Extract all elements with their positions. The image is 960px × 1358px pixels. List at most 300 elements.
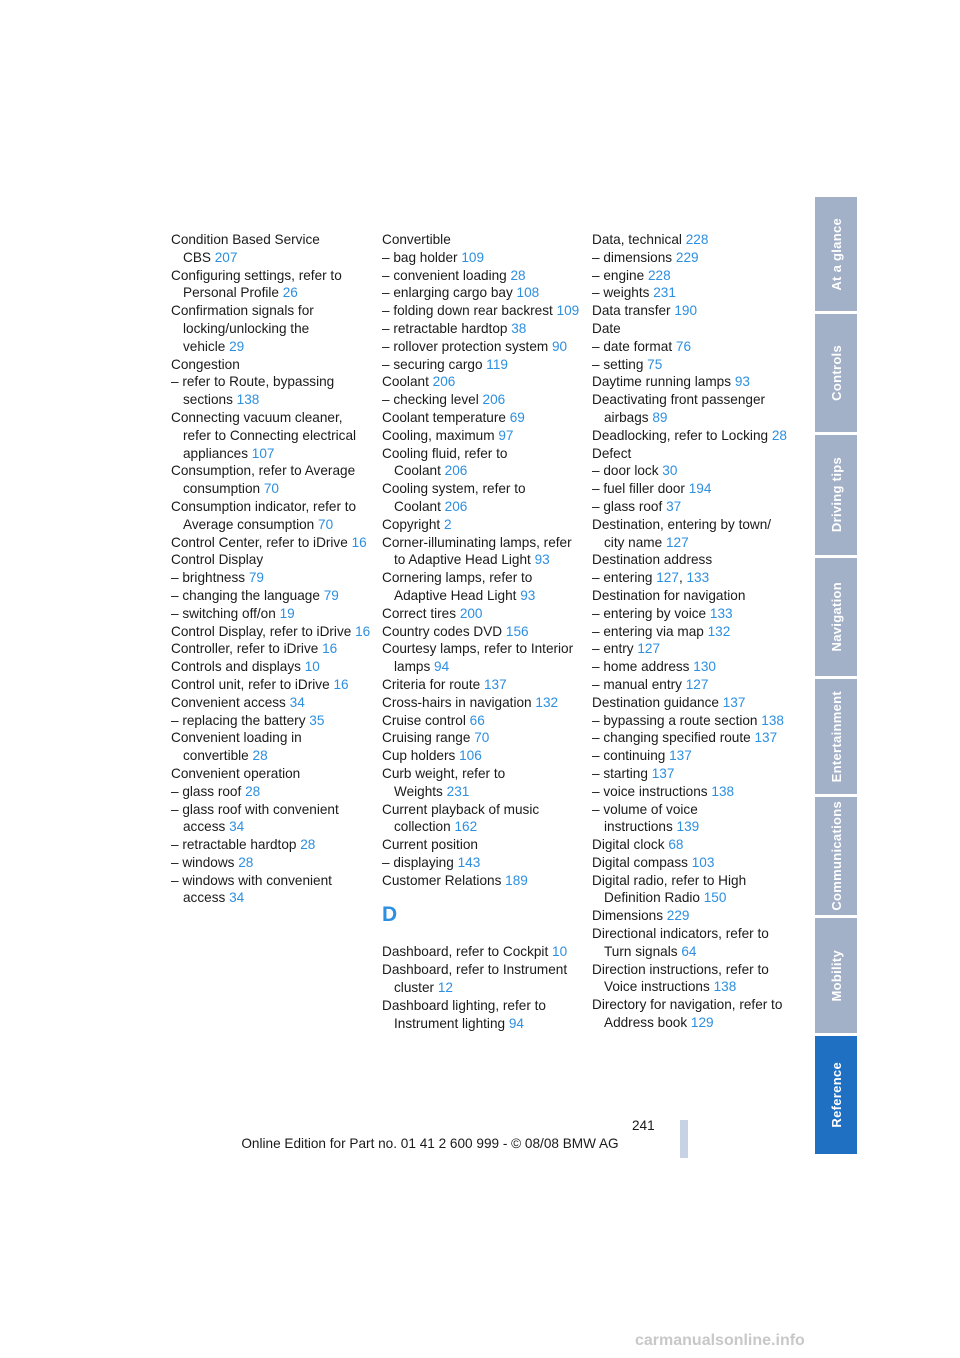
page-link[interactable]: 94 (434, 659, 450, 675)
index-entry-text: Control Display (171, 552, 264, 568)
page-link[interactable]: 103 (691, 854, 715, 870)
page-link[interactable]: 108 (516, 285, 540, 301)
index-entry (171, 302, 371, 355)
index-entry-text: Cornering lamps, refer to Adaptive Head Light (382, 570, 533, 603)
page-link[interactable]: 38 (511, 320, 527, 336)
page-link[interactable]: 29 (229, 338, 245, 354)
index-entry (592, 498, 792, 516)
page-link[interactable]: 2 (443, 516, 452, 532)
index-entry (171, 801, 371, 837)
index-entry (382, 623, 582, 641)
index-entry (171, 231, 371, 267)
index-entry-text: – manual entry (592, 676, 682, 692)
index-entry (592, 854, 792, 872)
index-entry (592, 445, 792, 463)
index-entry (382, 640, 582, 676)
index-entry-text: Convertible (382, 232, 451, 247)
index-entry-text: – enlarging cargo bay (382, 285, 513, 301)
page-link[interactable]: 109 (556, 303, 580, 319)
index-entry-text: Corner-illuminating lamps, refer to Adaptive Head Light (382, 534, 572, 568)
index-entry-text: Directory for navigation, refer to Address book (592, 997, 783, 1031)
index-entry (382, 409, 582, 427)
index-entry (382, 694, 582, 712)
index-entry-text: Curb weight, refer to Weights (382, 765, 506, 799)
index-entry (171, 356, 371, 374)
page-link[interactable]: 127 (685, 676, 709, 692)
index-entry (382, 231, 582, 249)
index-entry (592, 569, 792, 587)
index-entry (592, 996, 792, 1032)
page-link[interactable]: 19 (279, 605, 295, 621)
page-link[interactable]: 229 (666, 908, 690, 924)
index-entry-text: Dashboard, refer to Cockpit (382, 944, 549, 960)
page-link[interactable]: 37 (666, 498, 682, 514)
index-column-2 (382, 231, 582, 1032)
index-entry-text: Criteria for route (382, 676, 481, 692)
index-entry (382, 249, 582, 267)
page-link[interactable]: 93 (520, 587, 536, 603)
index-entry-text: – home address (592, 659, 690, 675)
page-link[interactable]: 132 (707, 623, 731, 639)
index-entry-text: Dimensions (592, 908, 664, 924)
index-entry (382, 391, 582, 409)
index-entry-text: Control Center, refer to iDrive (171, 534, 348, 550)
index-entry-text: Customer Relations (382, 872, 502, 888)
page-link[interactable]: 162 (454, 819, 478, 835)
page-link[interactable]: 93 (534, 552, 550, 568)
index-entry-text: – displaying (382, 854, 454, 870)
tab-communications[interactable] (815, 797, 857, 915)
tab-mobility[interactable] (815, 918, 857, 1033)
page-link[interactable]: 143 (457, 854, 481, 870)
index-entry-text: – entry (592, 641, 634, 657)
page-link[interactable]: 70 (318, 516, 334, 532)
index-entry (382, 284, 582, 302)
index-entry-text: – entering (592, 570, 653, 586)
index-entry (592, 587, 792, 605)
index-entry-text: – entering via map (592, 623, 704, 639)
index-entry-text: Coolant (382, 374, 429, 390)
page-link[interactable]: 127 (637, 641, 661, 657)
index-entry-text: Date (592, 320, 621, 336)
page-link[interactable]: 137 (669, 748, 692, 764)
page-link[interactable]: 70 (263, 481, 279, 497)
page-link[interactable]: 156 (505, 623, 529, 639)
page-link[interactable]: 119 (486, 356, 508, 372)
index-entry (171, 729, 371, 765)
index-entry-text: – checking level (382, 392, 479, 408)
page-link[interactable]: 206 (444, 463, 468, 479)
index-entry (592, 516, 792, 552)
index-column-1 (171, 231, 371, 907)
page-link[interactable]: 206 (482, 392, 506, 408)
index-entry (592, 605, 792, 623)
index-entry (382, 765, 582, 801)
page-link[interactable]: 139 (676, 819, 700, 835)
index-entry (382, 836, 582, 854)
index-entry (382, 676, 582, 694)
index-entry (171, 658, 371, 676)
index-entry (592, 712, 792, 730)
index-entry (171, 409, 371, 462)
tab-label: Navigation (828, 582, 844, 652)
page-link[interactable]: 28 (771, 427, 787, 443)
page-link[interactable]: 137 (484, 676, 507, 692)
index-entry-text: Destination, entering by town/ city name (592, 516, 772, 550)
index-entry (592, 658, 792, 676)
index-entry-text: – continuing (592, 748, 666, 764)
index-entry (382, 267, 582, 285)
page-link[interactable]: 137 (722, 694, 746, 710)
page-link[interactable]: 28 (252, 748, 268, 764)
index-entry (592, 765, 792, 783)
index-entry-text: – date format (592, 338, 673, 354)
page-link[interactable]: 76 (675, 338, 692, 354)
index-entry (592, 872, 792, 908)
index-entry-text: Defect (592, 445, 632, 461)
index-entry-text: Congestion (171, 356, 240, 372)
index-entry (592, 801, 792, 837)
index-entry (382, 338, 582, 356)
index-entry (171, 872, 371, 908)
watermark: carmanualsonline.info (635, 1332, 805, 1349)
page-link[interactable]: 109 (461, 249, 485, 265)
index-entry-text: – door lock (592, 463, 659, 479)
tab-at-a-glance[interactable] (815, 197, 857, 311)
page-link[interactable]: 133 (686, 570, 710, 586)
index-entry (171, 605, 371, 623)
section-letter: D (382, 903, 398, 927)
page-link[interactable]: 34 (289, 694, 305, 710)
index-entry-text: Copyright (382, 516, 441, 532)
index-entry (171, 676, 371, 694)
index-entry (592, 640, 792, 658)
index-entry (592, 480, 792, 498)
index-entry (382, 516, 582, 534)
index-entry (592, 747, 792, 765)
page-link[interactable]: 133 (709, 605, 733, 621)
page-link[interactable]: 138 (711, 783, 735, 799)
index-entry-text: Cruising range (382, 730, 471, 746)
tab-label: Driving tips (828, 457, 844, 533)
tab-entertainment[interactable] (815, 679, 857, 794)
tab-controls[interactable] (815, 314, 857, 432)
index-entry (171, 373, 371, 409)
index-entry-text: – engine (592, 267, 645, 283)
index-entry-text: Deadlocking, refer to Locking (592, 427, 769, 443)
index-entry-text: Cruise control (382, 712, 466, 728)
index-entry (382, 356, 582, 374)
index-entry (592, 551, 792, 569)
index-entry-text: – rollover protection system (382, 338, 549, 354)
index-entry (382, 712, 582, 730)
page-link[interactable]: 138 (236, 392, 260, 408)
index-entry (382, 605, 582, 623)
index-entry-text: – bypassing a route section (592, 712, 758, 728)
index-entry-text: – dimensions (592, 249, 673, 265)
index-entry-text: Correct tires (382, 605, 457, 621)
footer-text: Online Edition for Part no. 01 41 2 600 999 - © 08/08 BMW AG (241, 1136, 619, 1151)
index-entry-text: Digital compass (592, 854, 688, 870)
page-link[interactable]: 26 (282, 285, 298, 301)
index-entry-text: Convenient operation (171, 765, 301, 781)
index-entry-text: – refer to Route, bypassing sections (171, 374, 335, 408)
index-entry (382, 373, 582, 391)
page-link[interactable]: 231 (653, 285, 676, 301)
index-entry-text: Destination address (592, 552, 713, 568)
index-entry-text: Connecting vacuum cleaner, refer to Connecting electrical appliances (171, 409, 357, 461)
index-entry-text: – volume of voice instructions (592, 801, 698, 835)
index-entry (382, 480, 582, 516)
index-entry-text: – changing specified route (592, 730, 751, 746)
index-entry (382, 801, 582, 837)
index-entry (592, 373, 792, 391)
index-entry (171, 712, 371, 730)
page-link[interactable]: 10 (304, 659, 320, 675)
page-link[interactable]: 228 (685, 232, 709, 247)
index-entry (592, 907, 792, 925)
index-entry-text: – entering by voice (592, 605, 707, 621)
page-link[interactable]: 34 (229, 890, 245, 906)
index-entry-text: – weights (592, 285, 650, 301)
page-link[interactable]: 79 (248, 570, 264, 586)
index-entry-text: – convenient loading (382, 267, 507, 283)
page-link[interactable]: 89 (652, 409, 668, 425)
index-entry-text: Cooling fluid, refer to Coolant (382, 445, 508, 479)
page-link[interactable]: 231 (446, 783, 470, 799)
page-link[interactable]: 30 (662, 463, 678, 479)
index-entry-text: Controller, refer to iDrive (171, 641, 319, 657)
page-link[interactable]: 90 (552, 338, 568, 354)
page-number: 241 (632, 1118, 655, 1133)
index-entry-text: – brightness (171, 570, 246, 586)
index-entry (171, 640, 371, 658)
index-entry-text: Digital clock (592, 837, 665, 853)
page-link[interactable]: 34 (229, 819, 245, 835)
index-entry (592, 427, 792, 445)
index-entry-text: – replacing the battery (171, 712, 306, 728)
index-entry (171, 267, 371, 303)
index-entry-text: – retractable hardtop (171, 837, 297, 853)
index-entry (171, 783, 371, 801)
index-entry-text: Dashboard, refer to Instrument cluster (382, 962, 568, 996)
index-entry (592, 267, 792, 285)
tab-driving-tips[interactable] (815, 435, 857, 555)
tab-label: Reference (828, 1062, 844, 1128)
index-entry-text: Cooling, maximum (382, 427, 495, 443)
index-entry (592, 462, 792, 480)
index-entry (592, 302, 792, 320)
page-link[interactable]: 10 (552, 944, 568, 960)
index-entry (592, 249, 792, 267)
index-entry-text: Confirmation signals for locking/unlocking the vehicle (171, 303, 314, 354)
tab-label: Entertainment (828, 690, 844, 783)
page-link[interactable]: 138 (761, 712, 784, 728)
index-entry (592, 284, 792, 302)
index-entry-text: Current playback of music collection (382, 801, 540, 835)
page-link[interactable]: 130 (693, 659, 716, 675)
index-entry-text: – bag holder (382, 249, 458, 265)
section-tabs (815, 197, 857, 1157)
index-entry-text: Consumption, refer to Average consumption (171, 463, 356, 497)
page-link[interactable]: 127 (665, 534, 689, 550)
index-entry-text: Directional indicators, refer to Turn signals (592, 926, 769, 959)
index-entry-text: Data, technical (592, 232, 682, 247)
index-entry (592, 694, 792, 712)
page-link[interactable]: 200 (459, 605, 483, 621)
index-entry-text: – glass roof with convenient access (171, 801, 339, 835)
page-link[interactable]: 189 (505, 872, 528, 888)
page-link[interactable]: 28 (245, 783, 261, 799)
index-entry (592, 961, 792, 997)
page-link[interactable]: 79 (323, 587, 339, 603)
index-entry-text: Condition Based Service CBS (171, 232, 320, 265)
index-entry-text: – securing cargo (382, 356, 483, 372)
page-link[interactable]: 28 (300, 837, 316, 853)
index-entry-text: – starting (592, 765, 648, 781)
index-entry (382, 943, 582, 961)
index-entry-text: Control Display, refer to iDrive (171, 623, 352, 639)
page-link[interactable]: 75 (647, 356, 663, 372)
index-entry (592, 836, 792, 854)
index-entry-text: Controls and displays (171, 659, 301, 675)
index-entry (171, 765, 371, 783)
page-separator: , (678, 570, 687, 586)
index-entry-text: – glass roof (592, 498, 663, 514)
index-entry-text: – windows (171, 854, 235, 870)
index-entry (171, 498, 371, 534)
index-entry (382, 729, 582, 747)
index-entry-text: Destination for navigation (592, 587, 746, 603)
index-entry (171, 534, 371, 552)
page-link[interactable]: 97 (498, 427, 514, 443)
page-link[interactable]: 70 (474, 730, 490, 746)
page-link[interactable]: 137 (754, 730, 778, 746)
page-link[interactable]: 16 (333, 676, 349, 692)
page-link[interactable]: 64 (681, 943, 697, 959)
page-link[interactable]: 138 (713, 979, 737, 995)
index-entry (382, 872, 582, 890)
index-entry (382, 961, 582, 997)
page-link[interactable]: 194 (688, 481, 712, 497)
index-entry (592, 320, 792, 338)
footer (0, 1136, 960, 1151)
index-entry (382, 854, 582, 872)
index-entry-text: Daytime running lamps (592, 374, 732, 390)
index-column-3 (592, 231, 792, 1032)
index-entry-text: – switching off/on (171, 605, 276, 621)
page-link[interactable]: 206 (432, 374, 456, 390)
tab-label: Communications (828, 801, 844, 911)
index-entry-text: Cross-hairs in navigation (382, 694, 532, 710)
page-link[interactable]: 35 (309, 712, 325, 728)
page-link[interactable]: 16 (355, 623, 371, 639)
index-entry (592, 391, 792, 427)
page-link[interactable]: 28 (510, 267, 526, 283)
index-entry-text: Control unit, refer to iDrive (171, 676, 330, 692)
index-entry-text: – windows with convenient access (171, 872, 332, 906)
page-link[interactable]: 69 (509, 409, 525, 425)
index-entry-text: Data transfer (592, 303, 671, 319)
page-link[interactable]: 16 (322, 641, 338, 657)
index-entry (382, 320, 582, 338)
index-entry-text: Cup holders (382, 748, 456, 764)
index-entry-text: Convenient access (171, 694, 286, 710)
index-entry (592, 623, 792, 641)
index-entry-text: Configuring settings, refer to Personal Profile (171, 267, 342, 301)
page-link[interactable]: 127 (656, 570, 679, 586)
index-entry-text: Destination guidance (592, 694, 719, 710)
page-link[interactable]: 106 (459, 748, 482, 764)
page-link[interactable]: 93 (734, 374, 750, 390)
index-entry-text: Convenient loading in convertible (171, 730, 302, 764)
index-entry-text: – retractable hardtop (382, 320, 508, 336)
index-entry-text: Country codes DVD (382, 623, 503, 639)
index-entry (382, 534, 582, 570)
page-link[interactable]: 66 (469, 712, 485, 728)
index-entry (171, 551, 371, 569)
index-entry (171, 694, 371, 712)
index-entry-text: Coolant temperature (382, 409, 506, 425)
index-entry (171, 854, 371, 872)
index-entry (171, 623, 371, 641)
page-link[interactable]: 68 (668, 837, 684, 853)
index-entry-text: – changing the language (171, 587, 320, 603)
tab-navigation[interactable] (815, 558, 857, 676)
index-entry-text: Courtesy lamps, refer to Interior lamps (382, 641, 574, 675)
index-entry-text: Digital radio, refer to High Definition Radio (592, 872, 747, 906)
index-entry (592, 783, 792, 801)
index-entry-text: – glass roof (171, 783, 242, 799)
index-entry (382, 427, 582, 445)
index-entry (382, 747, 582, 765)
index-entry-text: – voice instructions (592, 783, 708, 799)
index-entry (592, 338, 792, 356)
page-link[interactable]: 16 (351, 534, 367, 550)
page-link[interactable]: 190 (674, 303, 698, 319)
index-entry-text: Deactivating front passenger airbags (592, 392, 766, 425)
page-link[interactable]: 28 (238, 854, 254, 870)
tab-label: Controls (828, 345, 844, 401)
index-entry (382, 569, 582, 605)
page-link[interactable]: 229 (675, 249, 699, 265)
page-link[interactable]: 137 (651, 765, 675, 781)
index-entry-text: Direction instructions, refer to Voice instructions (592, 961, 769, 995)
page-link[interactable]: 228 (647, 267, 671, 283)
page-link[interactable]: 207 (214, 249, 238, 265)
index-entry-text: – folding down rear backrest (382, 303, 553, 319)
page-link[interactable]: 129 (690, 1015, 714, 1031)
index-entry (382, 445, 582, 481)
page-link[interactable]: 132 (535, 694, 559, 710)
index-entry (592, 925, 792, 961)
index-entry (592, 676, 792, 694)
index-entry (382, 997, 582, 1033)
index-entry-text: – fuel filler door (592, 481, 685, 497)
index-entry-text: Consumption indicator, refer to Average consumption (171, 498, 357, 532)
index-entry (382, 302, 582, 320)
index-entry (171, 836, 371, 854)
index-entry (592, 356, 792, 374)
index-entry-text: Dashboard lighting, refer to Instrument lighting (382, 997, 546, 1031)
page-link[interactable]: 150 (703, 890, 727, 906)
index-entry (171, 569, 371, 587)
index-entry (171, 587, 371, 605)
page-link[interactable]: 12 (437, 980, 453, 996)
page-link[interactable]: 94 (508, 1015, 524, 1031)
page-link[interactable]: 107 (251, 445, 275, 461)
page-link[interactable]: 206 (444, 498, 468, 514)
